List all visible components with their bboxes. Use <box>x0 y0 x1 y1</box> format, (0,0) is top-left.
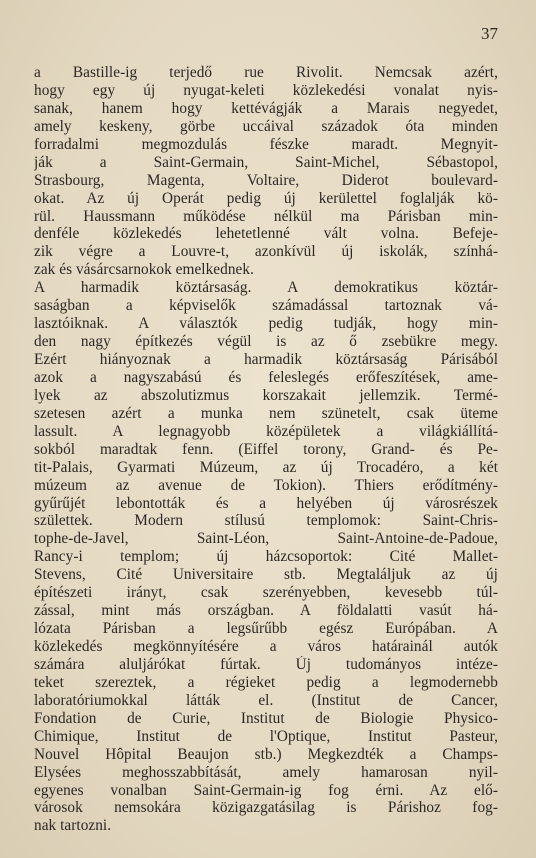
text-line: saságban a képviselők számadással tartoznak vá- <box>34 297 498 315</box>
text-line: tit-Palais, Gyarmati Múzeum, az új Trocadéro, a két <box>34 458 498 476</box>
text-line: Stevens, Cité Universitaire stb. Megtaláljuk az új <box>34 566 498 584</box>
text-line: amely keskeny, görbe uccáival századok óta minden <box>34 117 498 135</box>
text-line: sanak, hanem hogy kettévágják a Marais negyedet, <box>34 99 498 117</box>
text-line: ják a Saint-Germain, Saint-Michel, Sébastopol, <box>34 153 498 171</box>
text-line: okat. Az új Operát pedig új kerülettel foglalják kö- <box>34 189 498 207</box>
text-line: születtek. Modern stílusú templomok: Saint-Chris- <box>34 512 498 530</box>
text-line: A harmadik köztársaság. A demokratikus köztár- <box>34 279 498 297</box>
text-line: Chimique, Institut de l'Optique, Institut Pasteur, <box>34 727 498 745</box>
text-line: lassult. A legnagyobb középületek a világkiállítá- <box>34 422 498 440</box>
text-line: gyűrűjét lebontották és a helyében új városrészek <box>34 494 498 512</box>
text-line: múzeum az avenue de Tokion). Thiers erődítmény- <box>34 476 498 494</box>
text-line: szetesen azért a munka nem szünetelt, csak üteme <box>34 404 498 422</box>
text-line: azok a nagyszabású és feleslegés erőfeszítések, ame- <box>34 368 498 386</box>
text-line: Strasbourg, Magenta, Voltaire, Diderot boulevard- <box>34 171 498 189</box>
text-line: rül. Haussmann működése nélkül ma Párisban min- <box>34 207 498 225</box>
text-line: hogy egy új nyugat-keleti közlekedési vonalat nyis- <box>34 81 498 99</box>
body-text <box>34 64 498 835</box>
text-line: denféle közlekedés lehetetlenné vált volna. Befeje- <box>34 225 498 243</box>
text-line: teket szereztek, a régieket pedig a legmodernebb <box>34 673 498 691</box>
text-line: lózata Párisban a legsűrűbb egész Európában. A <box>34 620 498 638</box>
text-line: Elysées meghosszabbítását, amely hamarosan nyil- <box>34 763 498 781</box>
text-line: lyek az abszolutizmus korszakait jellemzik. Termé- <box>34 386 498 404</box>
text-line: Rancy-i templom; új házcsoportok: Cité Mallet- <box>34 548 498 566</box>
text-line: zik végre a Louvre-t, azonkívül új iskolák, színhá- <box>34 243 498 261</box>
text-line: városok nemsokára közigazgatásilag is Párishoz fog- <box>34 799 498 817</box>
text-line: forradalmi megmozdulás fészke maradt. Megnyit- <box>34 135 498 153</box>
text-line: számára aluljárókat fúrtak. Új tudományos intéze- <box>34 655 498 673</box>
text-line: nak tartozni. <box>34 817 112 835</box>
text-line: lasztóiknak. A választók pedig tudják, hogy min- <box>34 315 498 333</box>
text-line: Fondation de Curie, Institut de Biologie Physico- <box>34 709 498 727</box>
text-line: építészeti irányt, csak szerényebben, kevesebb túl- <box>34 584 498 602</box>
text-line: tophe-de-Javel, Saint-Léon, Saint-Antoine-de-Padoue, <box>34 530 498 548</box>
text-line: zással, mint más országban. A földalatti vasút há- <box>34 602 498 620</box>
text-line: Nouvel Hôpital Beaujon stb.) Megkezdték a Champs- <box>34 745 498 763</box>
text-line: a Bastille-ig terjedő rue Rivolit. Nemcsak azért, <box>34 64 498 81</box>
text-line: egyenes vonalban Saint-Germain-ig fog érni. Az elő- <box>34 781 498 799</box>
text-line: Ezért hiányoznak a harmadik köztársaság Párisából <box>34 351 498 368</box>
text-line: sokból maradtak fenn. (Eiffel torony, Grand- és Pe- <box>34 440 498 458</box>
text-line: zak és vásárcsarnokok emelkednek. <box>34 261 254 279</box>
text-line: den nagy építkezés végül is az ő zsebükre megy. <box>34 333 498 351</box>
text-line: laboratóriumokkal látták el. (Institut de Cancer, <box>34 691 498 709</box>
text-line: közlekedés megkönnyítésére a város határainál autók <box>34 638 498 655</box>
page-number: 37 <box>481 24 498 43</box>
